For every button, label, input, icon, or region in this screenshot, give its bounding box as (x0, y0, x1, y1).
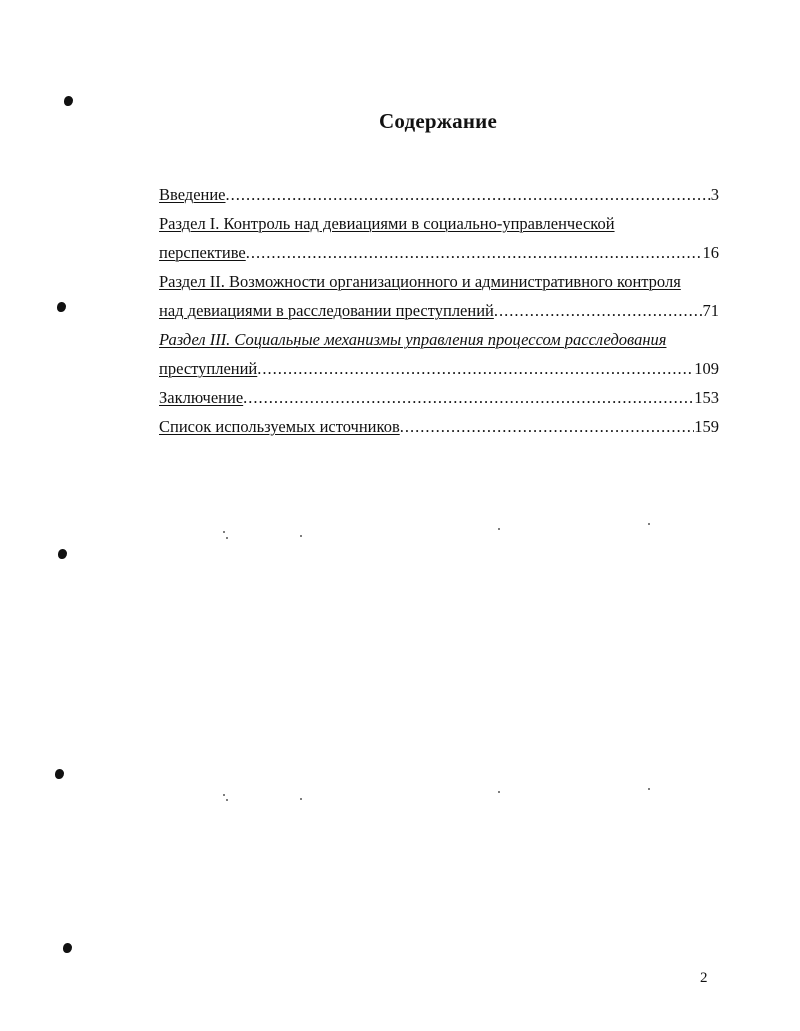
scan-speck (498, 528, 500, 530)
toc-entry-title[interactable]: над девиациями в расследовании преступлений (159, 301, 494, 320)
toc-entry-line (159, 379, 719, 408)
toc-page-number: 159 (694, 417, 719, 436)
toc-entry-line (159, 176, 719, 205)
binding-hole-mark (63, 943, 72, 953)
toc-entry-title[interactable]: Введение (159, 185, 226, 204)
toc-dot-leader (494, 301, 703, 321)
scan-speck (226, 799, 228, 801)
toc-entry-title[interactable]: Раздел III. Социальные механизмы управления процессом расследования (159, 330, 667, 349)
toc-page-number: 153 (694, 388, 719, 407)
toc-entry-line (159, 350, 719, 379)
scan-speck (223, 531, 225, 533)
toc-entry-line (159, 408, 719, 437)
scan-speck (498, 791, 500, 793)
toc-page-number: 109 (694, 359, 719, 378)
toc-entry-title[interactable]: Заключение (159, 388, 244, 407)
scan-speck (226, 537, 228, 539)
binding-hole-mark (64, 96, 73, 106)
toc-entry-line (159, 234, 719, 263)
toc-dot-leader (226, 185, 711, 205)
toc-dot-leader (243, 388, 694, 408)
toc-dot-leader (400, 417, 695, 437)
scan-speck (648, 523, 650, 525)
toc-dot-leader (257, 359, 694, 379)
page-title: Содержание (379, 109, 497, 133)
scan-speck (648, 788, 650, 790)
scan-speck (223, 794, 225, 796)
toc-entry-line (159, 205, 719, 234)
scan-speck (300, 798, 302, 800)
toc-entry-title[interactable]: преступлений (159, 359, 258, 378)
toc-page-number: 3 (710, 185, 719, 204)
toc-entry-title[interactable]: Раздел I. Контроль над девиациями в социально-управленческой (159, 214, 615, 233)
toc-page-number: 16 (702, 243, 719, 262)
table-of-contents (159, 176, 719, 437)
binding-hole-mark (57, 302, 66, 312)
toc-entry-line (159, 321, 719, 350)
toc-entry-line (159, 292, 719, 321)
toc-entry-title[interactable]: Список используемых источников (159, 417, 400, 436)
toc-entry-title[interactable]: перспективе (159, 243, 246, 262)
toc-entry-title[interactable]: Раздел II. Возможности организационного и административного контроля (159, 272, 681, 291)
binding-hole-mark (58, 549, 67, 559)
toc-dot-leader (246, 243, 703, 263)
page-number: 2 (700, 970, 708, 986)
toc-entry-line (159, 263, 719, 292)
binding-hole-mark (55, 769, 64, 779)
toc-page-number: 71 (702, 301, 719, 320)
scan-speck (300, 535, 302, 537)
